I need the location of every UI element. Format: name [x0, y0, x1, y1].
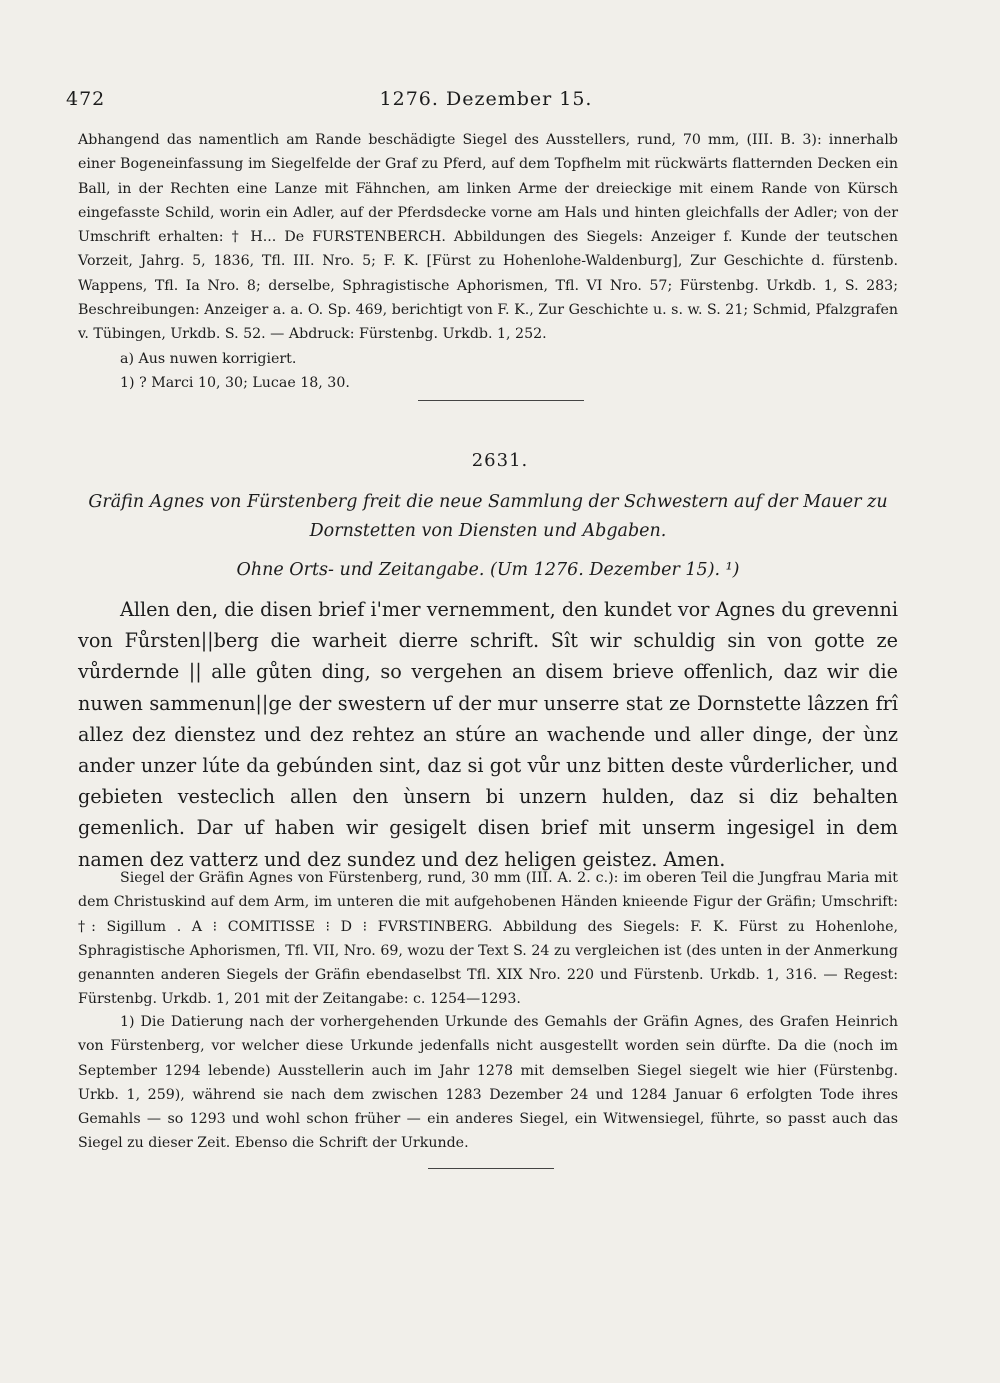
document-number: 2631.	[471, 450, 529, 471]
running-head-date: 1276. Dezember 15.	[379, 88, 593, 110]
document-dateline: Ohne Orts- und Zeitangabe. (Um 1276. Dezember 15). ¹)	[236, 560, 740, 580]
section-divider	[418, 400, 584, 401]
document-text: Allen den, die disen brief i'mer vernemment, den kundet vor Agnes du grevenni von Fůrsten||berg die warheit dierre schrift. Sît wir schuldig sin von gotte ze vůrdernde || alle gůten ding, so vergehen an disem brieve offenlich, daz wir die nuwen sammenun||ge der swestern uf der mur unserre stat ze Dornstette lâzzen frî allez dez dienstez und dez rehtez an stúre an wachende und aller dinge, der ùnz ander unzer lúte da gebúnden sint, daz si got vůr unz bitten deste vůrderlicher, und gebieten vesteclich allen den ùnsern bi unzern hulden, daz si diz behalten gemenlich. Dar uf haben wir gesigelt disen brief mit unserm ingesigel in dem namen dez vatterz und dez sundez und dez heligen geistez. Amen.	[78, 598, 898, 871]
note-1: 1) ? Marci 10, 30; Lucae 18, 30.	[120, 374, 350, 391]
footnote-block	[78, 1010, 898, 1156]
seal-description-block	[78, 866, 898, 1012]
previous-seal-description: Abhangend das namentlich am Rande beschädigte Siegel des Ausstellers, rund, 70 mm, (III. B. 3): innerhalb einer Bogeneinfassung im Siegelfelde der Graf zu Pferd, auf dem Topfhelm mit rückwärts flatternden Decken ein Ball, in der Rechten eine Lanze mit Fähnchen, am linken Arme der dreieckige mit einem Rande von Kürsch eingefasste Schild, worin ein Adler, auf der Pferdsdecke vorne am Hals und hinten gleichfalls der Adler; von der Umschrift erhalten: † H... De FURSTENBERCH. Abbildungen des Siegels: Anzeiger f. Kunde der teutschen Vorzeit, Jahrg. 5, 1836, Tfl. III. Nro. 5; F. K. [Fürst zu Hohenlohe-Waldenburg], Zur Geschichte d. fürstenb. Wappens, Tfl. Ia Nro. 8; derselbe, Sphragistische Aphorismen, Tfl. VI Nro. 57; Fürstenbg. Urkdb. 1, S. 283; Beschreibungen: Anzeiger a. a. O. Sp. 469, berichtigt von F. K., Zur Geschichte u. s. w. S. 21; Schmid, Pfalzgrafen v. Tübingen, Urkdb. S. 52. — Abdruck: Fürstenbg. Urkdb. 1, 252.	[78, 132, 898, 343]
page-number: 472	[66, 88, 106, 110]
seal-description: Siegel der Gräfin Agnes von Fürstenberg, rund, 30 mm (III. A. 2. c.): im oberen Teil die Jungfrau Maria mit dem Christuskind auf dem Arm, im unteren die mit aufgehobenen Händen knieende Figur der Gräfin; Umschrift: †: Sigillum . A ⁝ COMITISSE ⁝ D ⁝ FVRSTINBERG. Abbildung des Siegels: F. K. Fürst zu Hohenlohe, Sphragistische Aphorismen, Tfl. VII, Nro. 69, wozu der Text S. 24 zu vergleichen ist (des unten in der Anmerkung genannten anderen Siegels der Gräfin ebendaselbst Tfl. XIX Nro. 220 und Fürstenb. Urkdb. 1, 316. — Regest: Fürstenbg. Urkdb. 1, 201 mit der Zeitangabe: c. 1254—1293.	[78, 870, 898, 1008]
previous-document-notes	[78, 128, 898, 395]
document-title: Gräfin Agnes von Fürstenberg freit die neue Sammlung der Schwestern auf der Mauer zu Dornstetten von Diensten und Abgaben.	[88, 492, 888, 541]
footnote-1: 1) Die Datierung nach der vorhergehenden Urkunde des Gemahls der Gräfin Agnes, des Grafen Heinrich von Fürstenberg, vor welcher diese Urkunde jedenfalls nicht ausgestellt worden sein dürfte. Da die (noch im September 1294 lebende) Ausstellerin auch im Jahr 1278 mit demselben Siegel siegelt wie hier (Fürstenbg. Urkb. 1, 259), während sie nach dem zwischen 1283 Dezember 24 und 1284 Januar 6 erfolgten Tode ihres Gemahls — so 1293 und wohl schon früher — ein anderes Siegel, ein Witwensiegel, führte, so passt auch das Siegel zu dieser Zeit. Ebenso die Schrift der Urkunde.	[78, 1014, 898, 1152]
page-header	[66, 88, 906, 118]
note-a: a) Aus nuwen korrigiert.	[120, 350, 297, 367]
end-divider	[428, 1168, 554, 1169]
